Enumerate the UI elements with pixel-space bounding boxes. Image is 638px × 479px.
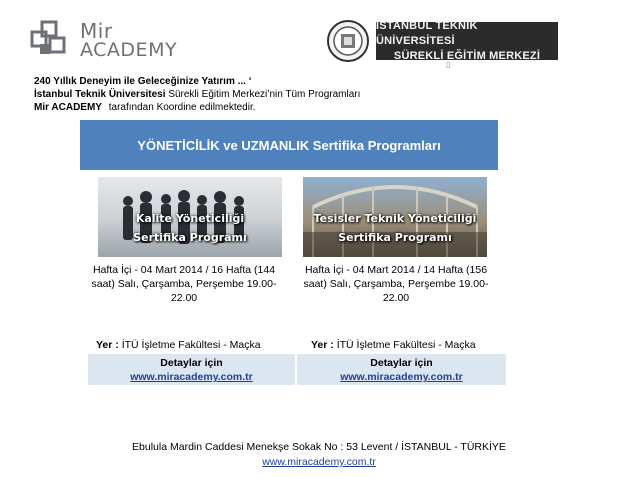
itu-banner-line1: İSTANBUL TEKNİK ÜNİVERSİTESİ	[376, 19, 478, 47]
itu-seal-logo	[326, 18, 370, 64]
program2-caption2: Sertifika Programı	[338, 231, 452, 244]
itu-banner-line2: SÜREKLİ EĞİTİM MERKEZİ	[393, 49, 541, 62]
intro-text	[34, 75, 360, 114]
program2-caption1: Tesisler Teknik Yöneticiliği	[313, 212, 477, 225]
venue-label: Yer :	[311, 339, 334, 351]
venue-value: İTÜ İşletme Fakültesi - Maçka	[336, 339, 476, 351]
logo-word-academy: ACADEMY	[80, 38, 178, 61]
intro-line1: 240 Yıllık Deneyim ile Geleceğinize Yatırım ... ‘	[34, 76, 252, 87]
venue-value: İTÜ İşletme Fakültesi - Maçka	[121, 339, 261, 351]
program1-caption2: Sertifika Programı	[133, 231, 247, 244]
details-label: Detaylar için	[160, 357, 223, 369]
programs-title-band	[80, 120, 498, 170]
intro-line2: İstanbul Teknik Üniversitesi Sürekli Eğitim Merkezi’nin Tüm Programları	[34, 89, 361, 100]
program1-details-cell	[88, 354, 296, 385]
programs-title: YÖNETİCİLİK ve UZMANLIK Sertifika Programları	[137, 137, 441, 153]
program1-details-link[interactable]: www.miracademy.com.tr	[130, 371, 253, 383]
program2-details-cell	[297, 354, 507, 385]
footer	[0, 440, 638, 470]
program2-schedule: Hafta İçi - 04 Mart 2014 / 14 Hafta (156 saat) Salı, Çarşamba, Perşembe 19.00-22.00	[303, 264, 489, 304]
program1-venue	[96, 339, 261, 351]
facility-management-program-image[interactable]	[303, 177, 487, 257]
footer-address: Ebulula Mardin Caddesi Menekşe Sokak No : 53 Levent / İSTANBUL - TÜRKİYE	[132, 441, 506, 453]
venue-label: Yer :	[96, 339, 119, 351]
mir-academy-logo	[30, 18, 178, 62]
program2-details-link[interactable]: www.miracademy.com.tr	[340, 371, 463, 383]
program1-caption1: Kalite Yöneticiliği	[135, 212, 245, 225]
logo-word-mir: Mir	[80, 18, 113, 43]
quality-management-program-image[interactable]	[98, 177, 282, 257]
program2-venue	[311, 339, 476, 351]
itu-sem-banner	[376, 19, 558, 62]
footer-website-link[interactable]: www.miracademy.com.tr	[262, 456, 376, 468]
program1-schedule: Hafta İçi - 04 Mart 2014 / 16 Hafta (144 saat) Salı, Çarşamba, Perşembe 19.00-22.00	[91, 264, 277, 304]
details-label: Detaylar için	[370, 357, 433, 369]
placeholder-glyph-icon: ▯	[446, 60, 451, 69]
mir-academy-mark-icon	[30, 20, 68, 60]
intro-line3: Mir ACADEMY tarafından Koordine edilmektedir.	[34, 102, 256, 113]
